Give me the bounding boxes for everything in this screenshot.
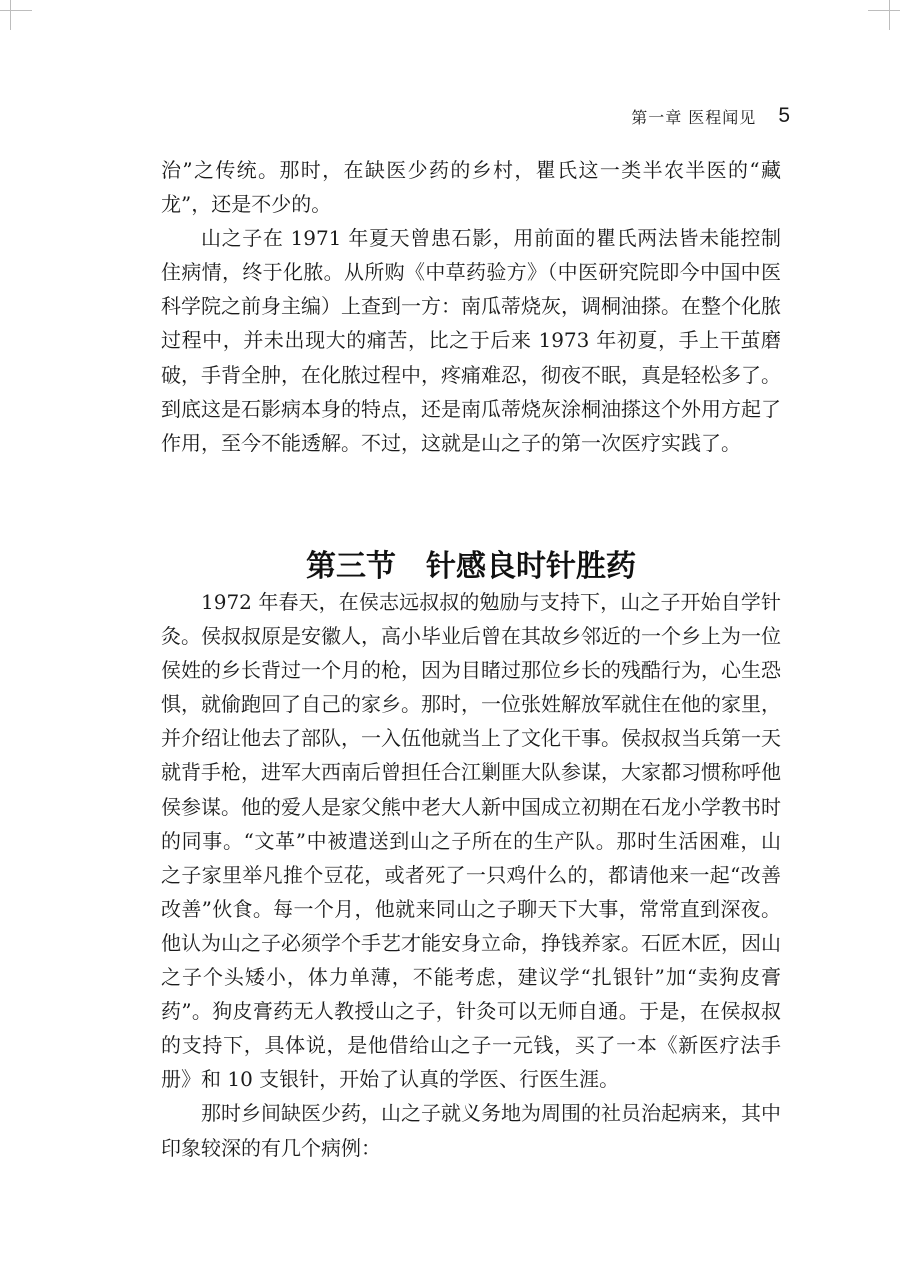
- running-head: [560, 104, 790, 128]
- section-number: 第三节: [306, 548, 396, 584]
- section-title-text: 针感良时针胜药: [426, 548, 636, 584]
- crop-mark-top-right-horizontal: [868, 10, 900, 11]
- section-heading: [161, 543, 781, 591]
- text-block-continued: [161, 153, 781, 460]
- crop-mark-top-right-vertical: [889, 0, 890, 30]
- crop-mark-top-left-vertical: [10, 0, 11, 30]
- paragraph: 那时乡间缺医少药，山之子就义务地为周围的社员治起病来，其中印象较深的有几个病例：: [161, 1101, 781, 1160]
- crop-mark-top-left-horizontal: [0, 10, 32, 11]
- paragraph: 1972 年春天，在侯志远叔叔的勉励与支持下，山之子开始自学针灸。侯叔叔原是安徽人，高小毕业后曾在其故乡邻近的一个乡上为一位侯姓的乡长背过一个月的枪，因为目睹过那位乡长的残酷行为，心生恐惧，就偷跑回了自己的家乡。那时，一位张姓解放军就住在他的家里，并介绍让他去了部队，一入伍他就当上了文化干事。侯叔叔当兵第一天就背手枪，进军大西南后曾担任合江剿匪大队参谋，大家都习惯称呼他侯参谋。他的爱人是家父熊中老大人新中国成立初期在石龙小学教书时的同事。“文革”中被遣送到山之子所在的生产队。那时生活困难，山之子家里举凡推个豆花，或者死了一只鸡什么的，都请他来一起“改善改善”伙食。每一个月，他就来同山之子聊天下大事，常常直到深夜。他认为山之子必须学个手艺才能安身立命，挣钱养家。石匠木匠，因山之子个头矮小，体力单薄，不能考虑，建议学“扎银针”加“卖狗皮膏药”。狗皮膏药无人教授山之子，针灸可以无师自通。于是，在侯叔叔的支持下，具体说，是他借给山之子一元钱，买了一本《新医疗法手册》和 10 支银针，开始了认真的学医、行医生涯。: [161, 590, 781, 1092]
- paragraph-continued: 治”之传统。那时，在缺医少药的乡村，瞿氏这一类半农半医的“藏龙”，还是不少的。: [161, 158, 781, 217]
- page-number: 5: [778, 104, 790, 127]
- text-block-section: [161, 585, 781, 1165]
- running-head-chapter: 第一章 医程闻见: [631, 107, 757, 127]
- paragraph: 山之子在 1971 年夏天曾患石影，用前面的瞿氏两法皆未能控制住病情，终于化脓。从所购《中草药验方》（中医研究院即今中国中医科学院之前身主编）上查到一方：南瓜蒂烧灰，调桐油搽。在整个化脓过程中，并未出现大的痛苦，比之于后来 1973 年初夏，手上干茧磨破，手背全肿，在化脓过程中，疼痛难忍，彻夜不眠，真是轻松多了。到底这是石影病本身的特点，还是南瓜蒂烧灰涂桐油搽这个外用方起了作用，至今不能透解。不过，这就是山之子的第一次医疗实践了。: [161, 226, 781, 455]
